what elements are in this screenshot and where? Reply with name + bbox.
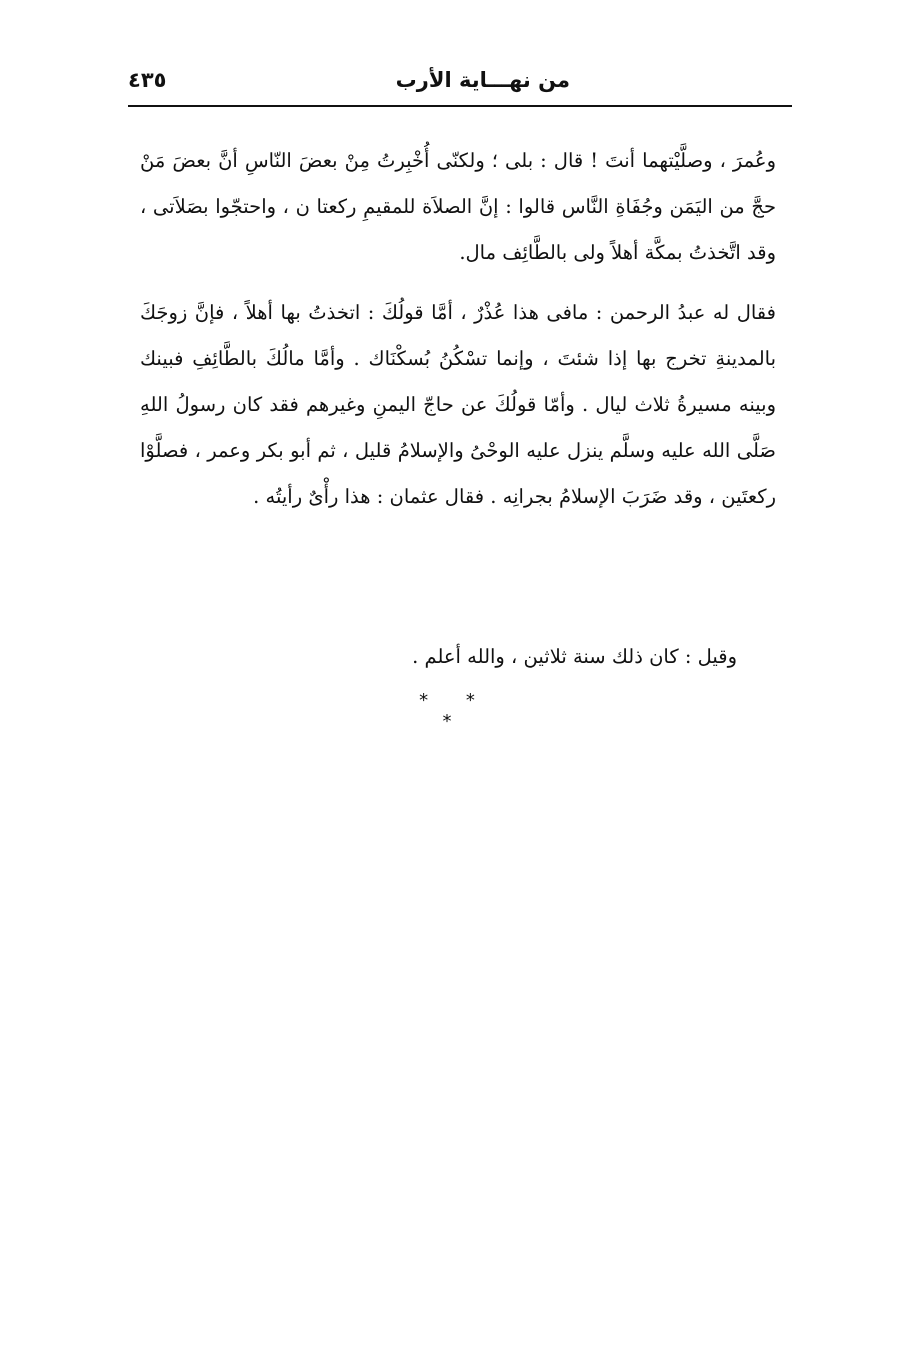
paragraph-1: وعُمرَ ، وصلَّيْتهما أنتَ ! قال : بلى ؛ ولكنّى أُخْبِرتُ مِنْ بعضَ النّاسِ أنَّ بعضَ مَنْ حجَّ من اليَمَن وجُفَاةِ النَّاس قالوا : إنَّ الصلاَة للمقيمِ ركعتا ن ، واحتجّوا بصَلاَتى ، وقد اتَّخذتُ بمكَّة أهلاً ولى بالطَّائِف مال. (140, 149, 776, 264)
body-text (140, 138, 776, 520)
closing-line: وقيل : كان ذلك سنة ثلاثين ، والله أعلم . (412, 645, 737, 668)
running-title: من نهـــاية الأرب (395, 68, 570, 92)
page-number: ٤٣٥ (128, 68, 167, 92)
page-header (128, 68, 790, 106)
paragraph-2: فقال له عبدُ الرحمن : مافى هذا عُذْرٌ ، أمَّا قولُكَ : اتخذتُ بها أهلاً ، فإنَّ زوجَكَ بالمدينةِ تخرج بها إذا شئتَ ، وإنما تسْكُنُ بُسكْنَاك . وأمَّا مالُكَ بالطَّائِفِ فبينك وبينه مسيرةُ ثلاث ليال . وأمّا قولُكَ عن حاجّ اليمنِ وغيرهم فقد كان رسولُ اللهِ صَلَّى الله عليه وسلَّم ينزل عليه الوحْىُ والإسلامُ قليل ، ثم أبو بكر وعمر ، فصلَّوْا ركعتَين ، وقد ضَرَبَ الإسلامُ بجرانِه . فقال عثمان : هذا رأْىٌ رأيتُه . (140, 301, 776, 508)
header-rule (128, 105, 792, 107)
section-separator: * * * (419, 690, 491, 732)
